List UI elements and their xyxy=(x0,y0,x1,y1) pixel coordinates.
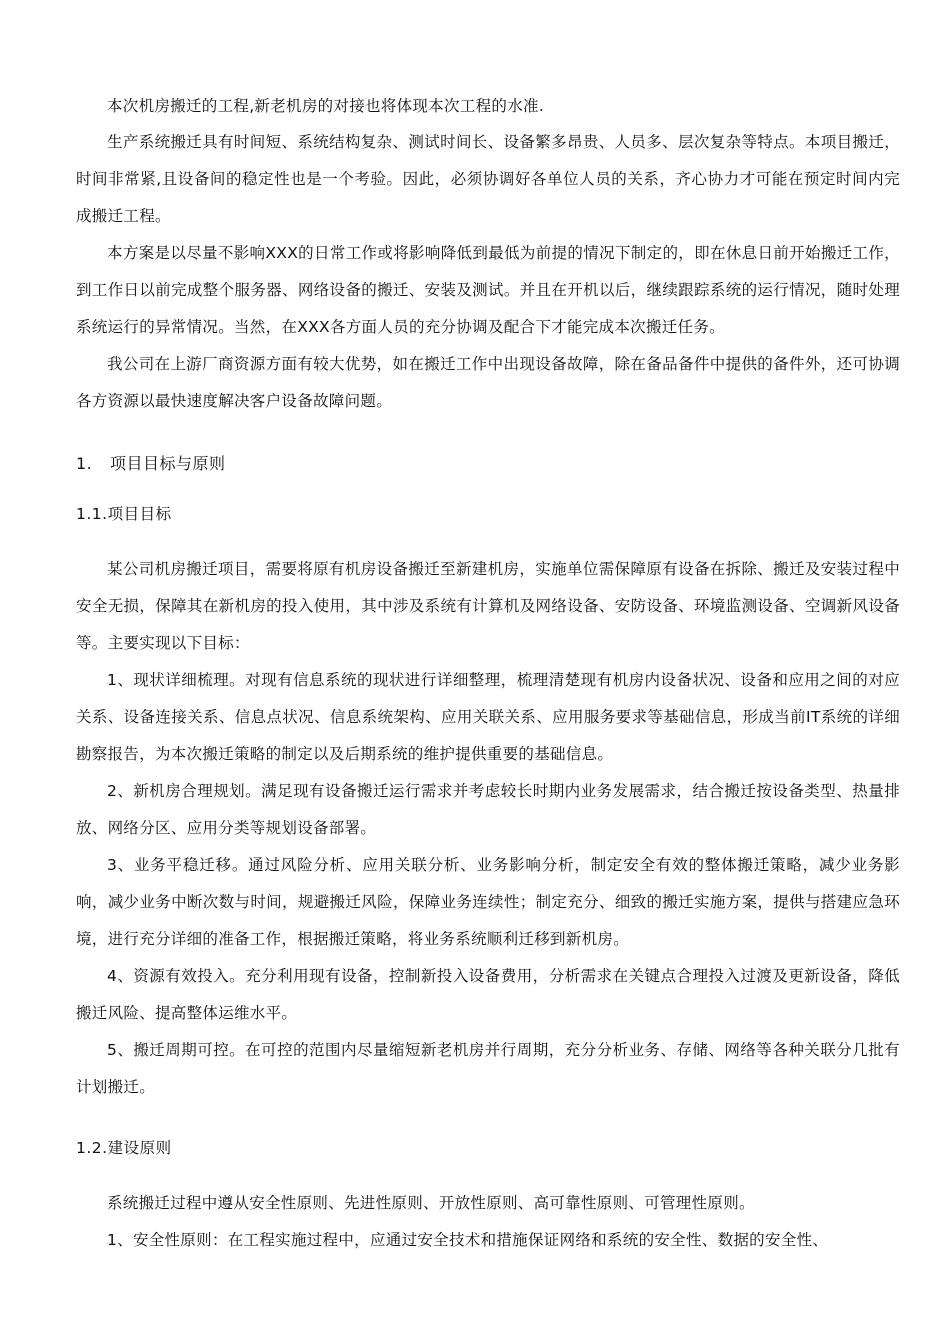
section-1-heading xyxy=(76,452,226,476)
goal-item-1: 1、现状详细梳理。对现有信息系统的现状进行详细整理，梳理清楚现有机房内设备状况、设备和应用之间的对应关系、设备连接关系、信息点状况、信息系统架构、应用关联关系、应用服务要求等基础信息，形成当前IT系统的详细勘察报告，为本次搬迁策略的制定以及后期系统的维护提供重要的基础信息。 xyxy=(76,671,900,763)
intro-paragraph-3: 本方案是以尽量不影响XXX的日常工作或将影响降低到最低为前提的情况下制定的，即在休息日前开始搬迁工作，到工作日以前完成整个服务器、网络设备的搬迁、安装及测试。并且在开机以后，继续跟踪系统的运行情况，随时处理系统运行的异常情况。当然，在XXX各方面人员的充分协调及配合下才能完成本次搬迁任务。 xyxy=(76,244,900,336)
goal-item-3: 3、业务平稳迁移。通过风险分析、应用关联分析、业务影响分析，制定安全有效的整体搬迁策略，减少业务影响，减少业务中断次数与时间，规避搬迁风险，保障业务连续性；制定充分、细致的搬迁实施方案，提供与搭建应急环境，进行充分详细的准备工作，根据搬迁策略，将业务系统顺利迁移到新机房。 xyxy=(76,856,900,948)
section-1-2-heading: 1.2.建设原则 xyxy=(76,1139,172,1157)
section-1-title: 项目目标与原则 xyxy=(110,454,226,473)
section-1-1-heading: 1.1.项目目标 xyxy=(76,505,172,523)
principle-intro-paragraph: 系统搬迁过程中遵从安全性原则、先进性原则、开放性原则、高可靠性原则、可管理性原则。 xyxy=(107,1194,755,1212)
goal-intro-paragraph: 某公司机房搬迁项目，需要将原有机房设备搬迁至新建机房，实施单位需保障原有设备在拆除、搬迁及安装过程中安全无损，保障其在新机房的投入使用，其中涉及系统有计算机及网络设备、安防设备、环境监测设备、空调新风设备等。主要实现以下目标： xyxy=(76,560,900,652)
section-1-number: 1. xyxy=(76,454,93,473)
intro-paragraph-2: 生产系统搬迁具有时间短、系统结构复杂、测试时间长、设备繁多昂贵、人员多、层次复杂等特点。本项目搬迁，时间非常紧,且设备间的稳定性也是一个考验。因此，必须协调好各单位人员的关系，齐心协力才可能在预定时间内完成搬迁工程。 xyxy=(76,133,900,225)
goal-item-4: 4、资源有效投入。充分利用现有设备，控制新投入设备费用，分析需求在关键点合理投入过渡及更新设备，降低搬迁风险、提高整体运维水平。 xyxy=(76,967,900,1022)
goal-item-5: 5、搬迁周期可控。在可控的范围内尽量缩短新老机房并行周期，充分分析业务、存储、网络等各种关联分几批有计划搬迁。 xyxy=(76,1041,900,1096)
intro-paragraph-1: 本次机房搬迁的工程,新老机房的对接也将体现本次工程的水准. xyxy=(107,97,545,115)
principle-item-1: 1、安全性原则：在工程实施过程中，应通过安全技术和措施保证网络和系统的安全性、数据的安全性、 xyxy=(107,1231,829,1249)
intro-paragraph-4: 我公司在上游厂商资源方面有较大优势，如在搬迁工作中出现设备故障，除在备品备件中提供的备件外，还可协调各方资源以最快速度解决客户设备故障问题。 xyxy=(76,355,900,410)
goal-item-2: 2、新机房合理规划。满足现有设备搬迁运行需求并考虑较长时期内业务发展需求，结合搬迁按设备类型、热量排放、网络分区、应用分类等规划设备部署。 xyxy=(76,782,900,837)
